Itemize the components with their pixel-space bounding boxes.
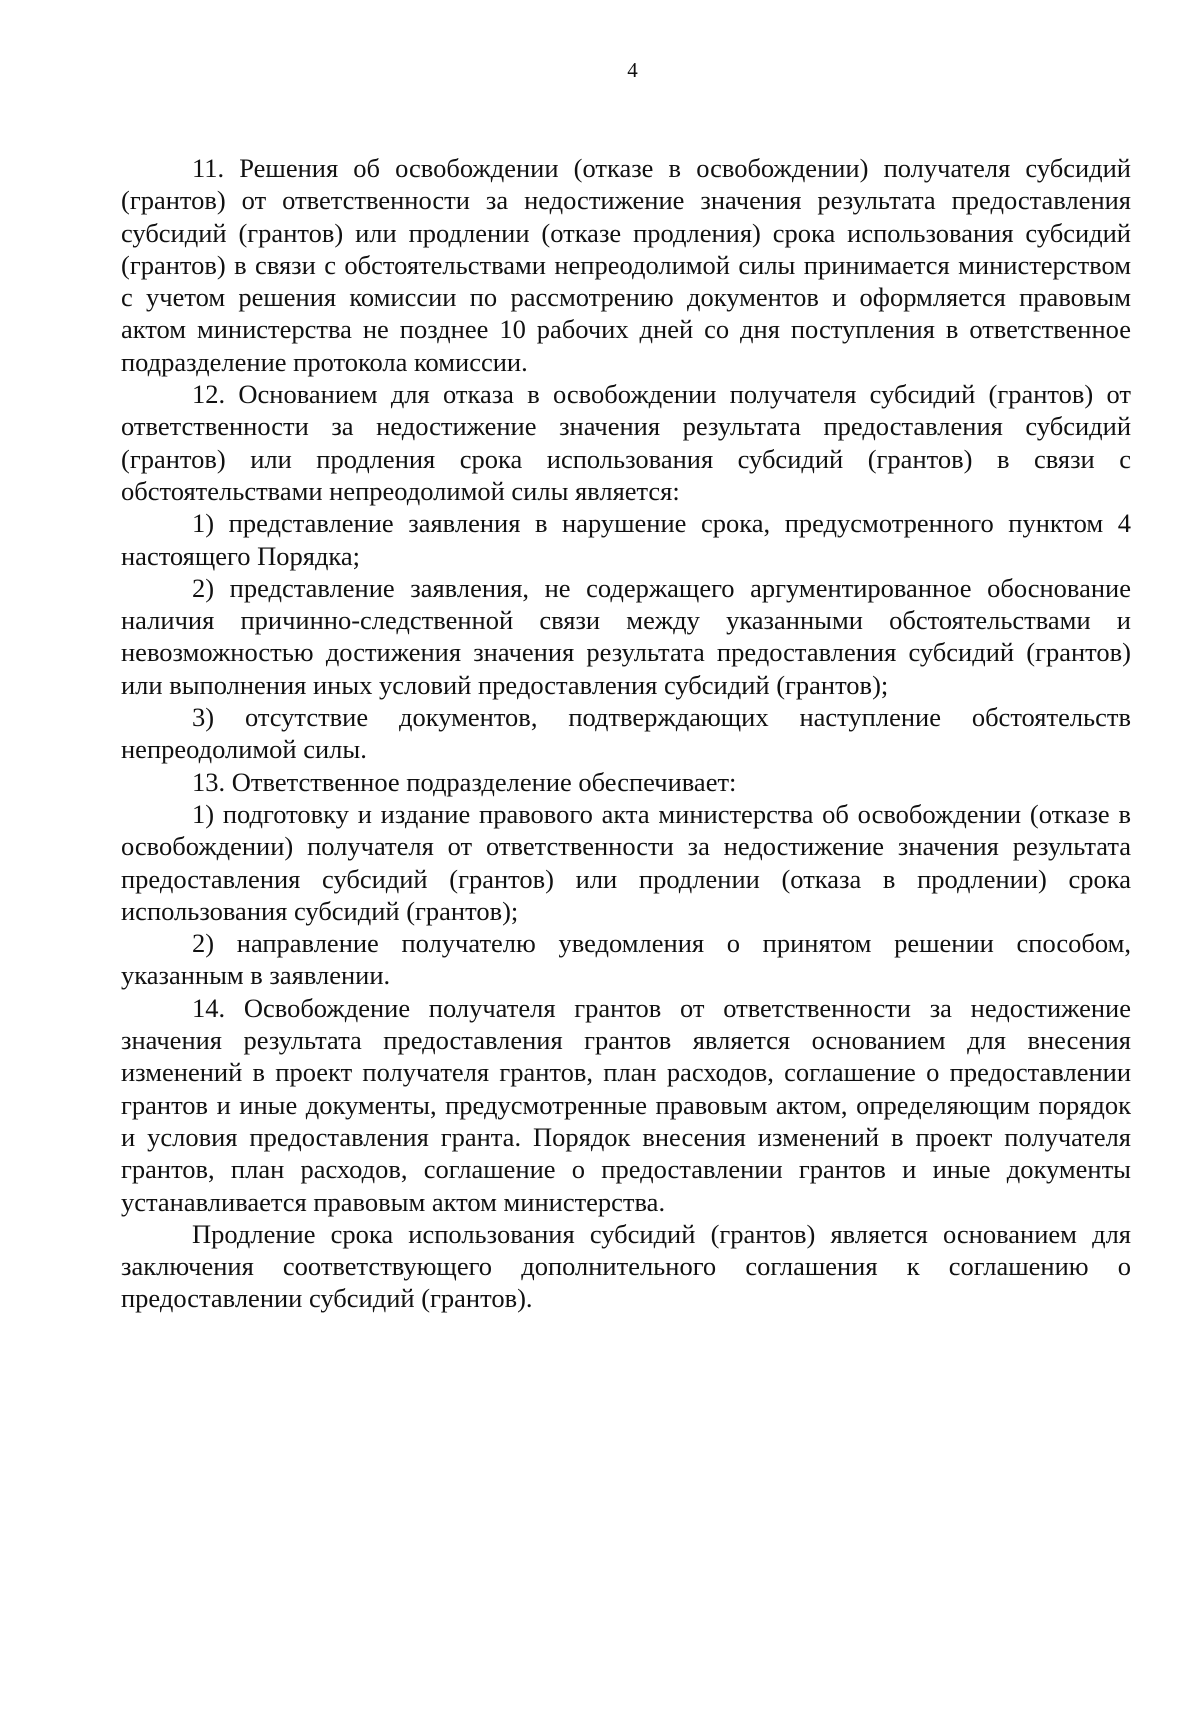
paragraph-12-item-3: 3) отсутствие документов, подтверждающих наступление обстоятельств непреодолимой силы. (121, 702, 1131, 765)
paragraph-12-item-2: 2) представление заявления, не содержащего аргументированное обоснование наличия причинно-следственной связи между указанными обстоятельствами и невозможностью достижения значения результата предоставления субсидий (грантов) или выполнения иных условий предоставления субсидий (грантов); (121, 572, 1131, 700)
document-body (121, 152, 1131, 1315)
paragraph-extension: Продление срока использования субсидий (грантов) является основанием для заключения соответствующего дополнительного соглашения к соглашению о предоставлении субсидий (грантов). (121, 1218, 1131, 1314)
paragraph-11-decision: 11. Решения об освобождении (отказе в освобождении) получателя субсидий (грантов) от ответственности за недостижение значения результата предоставления субсидий (грантов) или продлении (отказе продления) срока использования субсидий (грантов) в связи с обстоятельствами непреодолимой силы принимается министерством с учетом решения комиссии по рассмотрению документов и оформляется правовым актом министерства не позднее 10 рабочих дней со дня поступления в ответственное подразделение протокола комиссии. (121, 153, 1131, 377)
page-number: 4 (627, 58, 638, 82)
paragraph-12-refusal-grounds: 12. Основанием для отказа в освобождении получателя субсидий (грантов) от ответственности за недостижение значения результата предоставления субсидий (грантов) или продления срока использования субсидий (грантов) в связи с обстоятельствами непреодолимой силы является: (121, 379, 1131, 506)
paragraph-13-item-1: 1) подготовку и издание правового акта министерства об освобождении (отказе в освобождении) получателя от ответственности за недостижение значения результата предоставления субсидий (грантов) или продлении (отказа в продлении) срока использования субсидий (грантов); (121, 798, 1131, 926)
paragraph-14-exemption: 14. Освобождение получателя грантов от ответственности за недостижение значения результата предоставления грантов является основанием для внесения изменений в проект получателя грантов, план расходов, соглашение о предоставлении грантов и иные документы, предусмотренные правовым актом, определяющим порядок и условия предоставления гранта. Порядок внесения изменений в проект получателя грантов, план расходов, соглашение о предоставлении грантов и иные документы устанавливается правовым актом министерства. (121, 992, 1131, 1217)
paragraph-13-item-2: 2) направление получателю уведомления о принятом решении способом, указанным в заявлении. (121, 928, 1131, 991)
paragraph-12-item-1: 1) представление заявления в нарушение срока, предусмотренного пунктом 4 настоящего Порядка; (121, 508, 1131, 571)
paragraph-13-responsibilities: 13. Ответственное подразделение обеспечивает: (192, 766, 737, 797)
